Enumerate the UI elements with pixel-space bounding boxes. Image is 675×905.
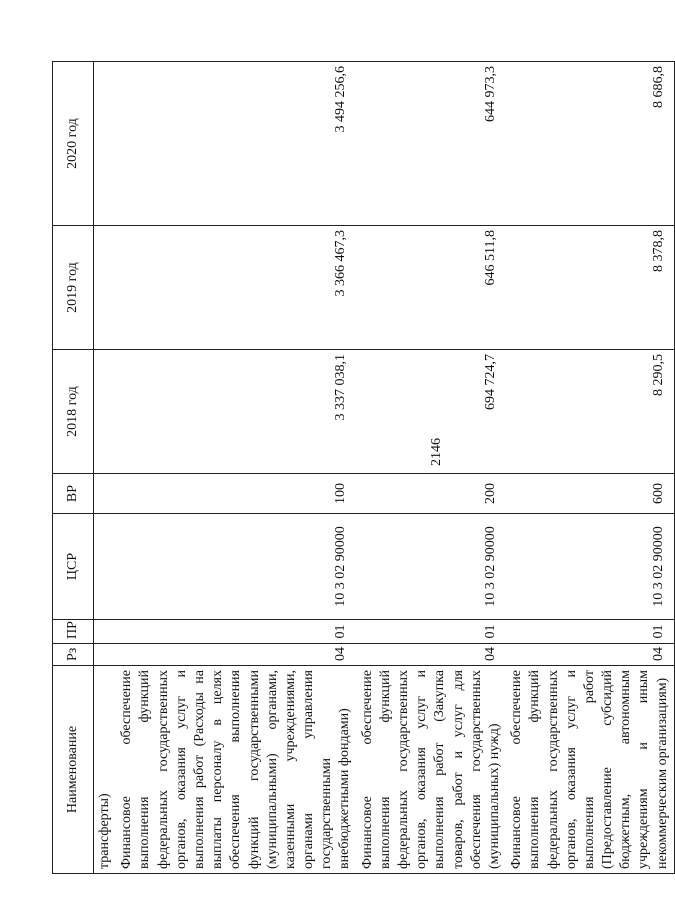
- col-2018-header: 2018 год: [53, 350, 94, 474]
- col-rz-header: Рз: [53, 644, 94, 666]
- header-row: [53, 62, 94, 874]
- col-2020-header: 2020 год: [53, 62, 94, 226]
- row-2020: 3 494 256,6: [116, 62, 356, 226]
- table-viewport: [52, 62, 670, 874]
- row-pr: 01: [506, 620, 674, 644]
- row-2019: 3 366 467,3: [116, 226, 356, 350]
- row-2020: 644 973,3: [357, 62, 507, 226]
- table-row: [116, 62, 356, 874]
- col-pr-header: ПР: [53, 620, 94, 644]
- row-rz: 04: [357, 644, 507, 666]
- row-csr: 10 3 02 90000: [116, 514, 356, 620]
- row-name: Финансовое обеспечение выполнения функций федеральных государственных органов, оказания услуг и выполнения работ (Расходы на выплаты персоналу в целях обеспечения выполнения функций государственными (муниципальными) органами, казенными учреждениями, органами управления государственными внебюджетными фондами): [116, 666, 356, 874]
- col-csr-header: ЦСР: [53, 514, 94, 620]
- continuation-text: трансферты): [94, 666, 117, 874]
- budget-table: [52, 61, 675, 874]
- row-2018: 8 290,5: [506, 350, 674, 474]
- rotated-sheet: [52, 62, 670, 874]
- row-2019: 8 378,8: [506, 226, 674, 350]
- row-csr: 10 3 02 90000: [357, 514, 507, 620]
- page-number: 2146: [429, 438, 444, 466]
- row-vr: 600: [506, 474, 674, 514]
- row-rz: 04: [506, 644, 674, 666]
- row-csr: 10 3 02 90000: [506, 514, 674, 620]
- row-2018: 694 724,7: [357, 350, 507, 474]
- row-pr: 01: [116, 620, 356, 644]
- table-row: [506, 62, 674, 874]
- row-name: Финансовое обеспечение выполнения функций федеральных государственных органов, оказания услуг и выполнения работ (Предоставление субсидий бюджетным, автономным учреждениям и иным некоммерческим организациям): [506, 666, 674, 874]
- row-vr: 200: [357, 474, 507, 514]
- col-name-header: Наименование: [53, 666, 94, 874]
- col-2019-header: 2019 год: [53, 226, 94, 350]
- table-row: [94, 62, 117, 874]
- row-pr: 01: [357, 620, 507, 644]
- row-name: Финансовое обеспечение выполнения функций федеральных государственных органов, оказания услуг и выполнения работ (Закупка товаров, работ и услуг для обеспечения государственных (муниципальных) нужд): [357, 666, 507, 874]
- col-vr-header: ВР: [53, 474, 94, 514]
- row-2020: 8 686,8: [506, 62, 674, 226]
- row-vr: 100: [116, 474, 356, 514]
- row-2019: 646 511,8: [357, 226, 507, 350]
- row-2018: 3 337 038,1: [116, 350, 356, 474]
- row-rz: 04: [116, 644, 356, 666]
- table-row: [357, 62, 507, 874]
